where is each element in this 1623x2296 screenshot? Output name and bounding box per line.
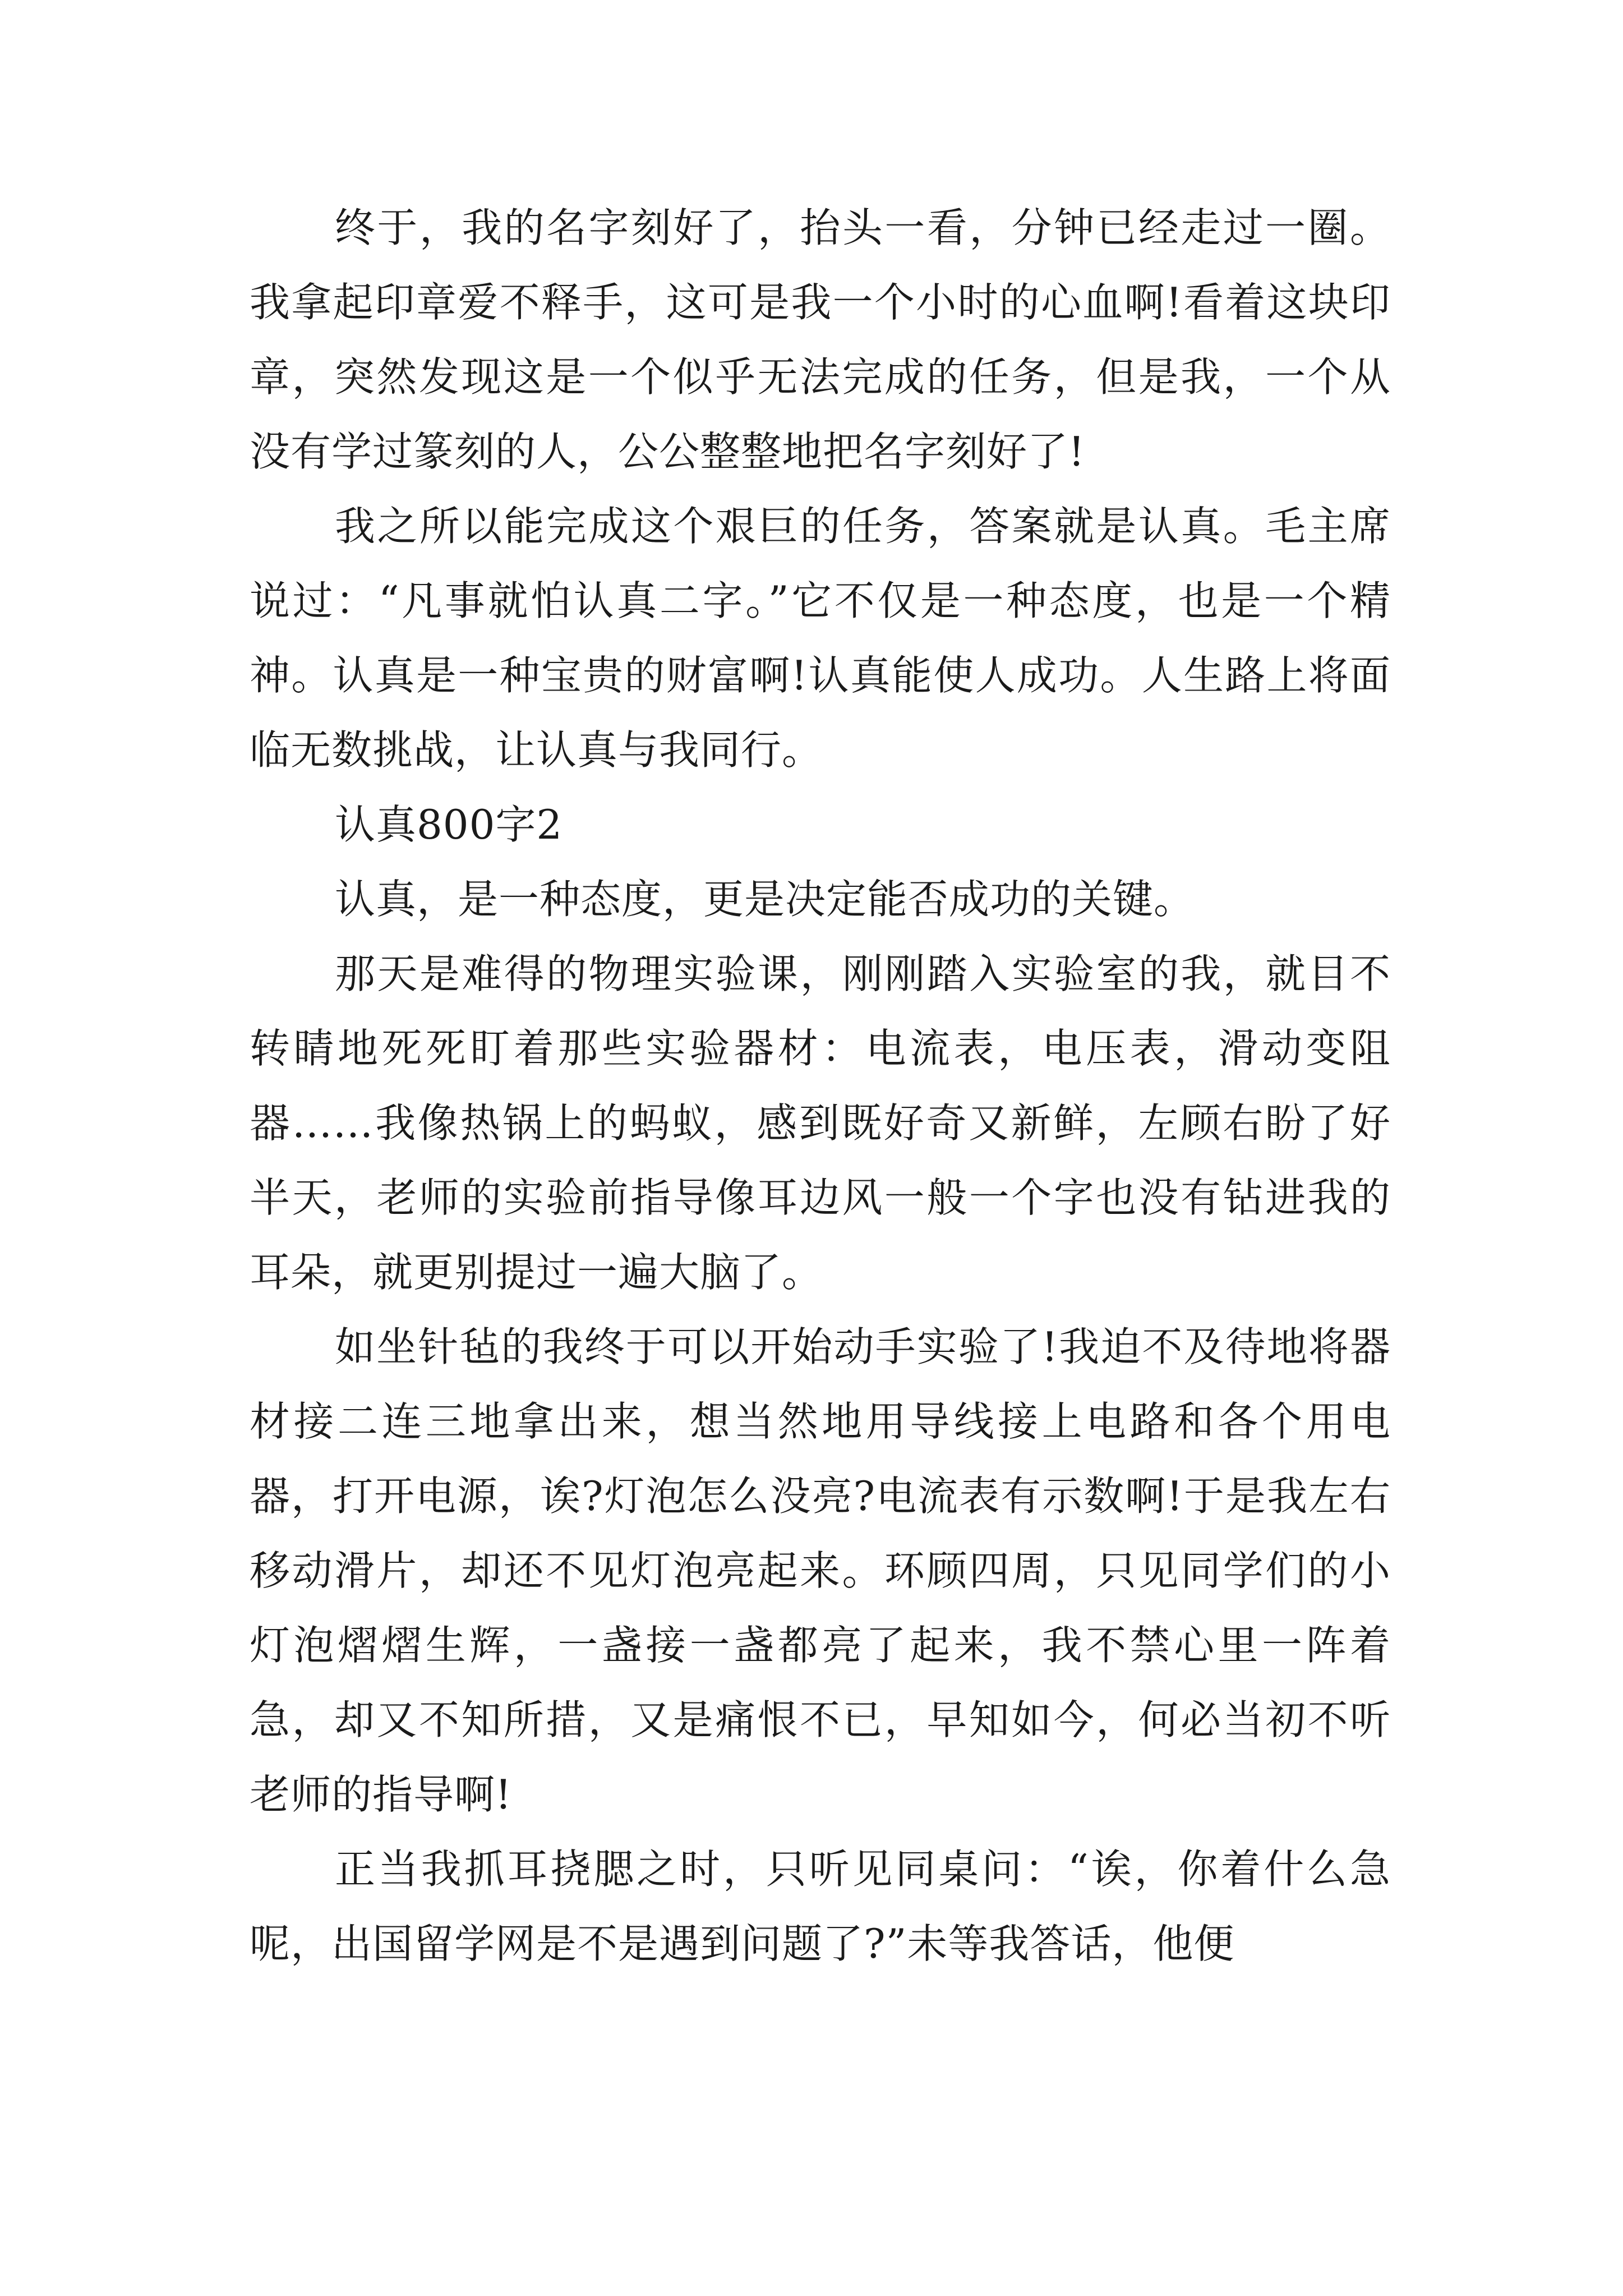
document-body — [250, 191, 1391, 1981]
paragraph: 如坐针毡的我终于可以开始动手实验了!我迫不及待地将器材接二连三地拿出来，想当然地用导线接上电路和各个用电器，打开电源，诶?灯泡怎么没亮?电流表有示数啊!于是我左右移动滑片，却还不见灯泡亮起来。环顾四周，只见同学们的小灯泡熠熠生辉，一盏接一盏都亮了起来，我不禁心里一阵着急，却又不知所措，又是痛恨不已，早知如今，何必当初不听老师的指导啊! — [250, 1323, 1391, 1818]
paragraph: 终于，我的名字刻好了，抬头一看，分钟已经走过一圈。我拿起印章爱不释手，这可是我一个小时的心血啊!看着这块印章，突然发现这是一个似乎无法完成的任务，但是我，一个从没有学过篆刻的人，公公整整地把名字刻好了! — [250, 204, 1391, 475]
section-heading: 认真800字2 — [335, 801, 563, 848]
paragraph: 那天是难得的物理实验课，刚刚踏入实验室的我，就目不转睛地死死盯着那些实验器材：电流表，电压表，滑动变阻器……我像热锅上的蚂蚁，感到既好奇又新鲜，左顾右盼了好半天，老师的实验前指导像耳边风一般一个字也没有钻进我的耳朵，就更别提过一遍大脑了。 — [250, 950, 1391, 1296]
paragraph: 正当我抓耳挠腮之时，只听见同桌问：“诶，你着什么急呢，出国留学网是不是遇到问题了?”未等我答话，他便 — [250, 1846, 1391, 1967]
paragraph: 我之所以能完成这个艰巨的任务，答案就是认真。毛主席说过：“凡事就怕认真二字。”它不仅是一种态度，也是一个精神。认真是一种宝贵的财富啊!认真能使人成功。人生路上将面临无数挑战，让认真与我同行。 — [250, 503, 1391, 774]
paragraph: 认真，是一种态度，更是决定能否成功的关键。 — [335, 876, 1195, 923]
